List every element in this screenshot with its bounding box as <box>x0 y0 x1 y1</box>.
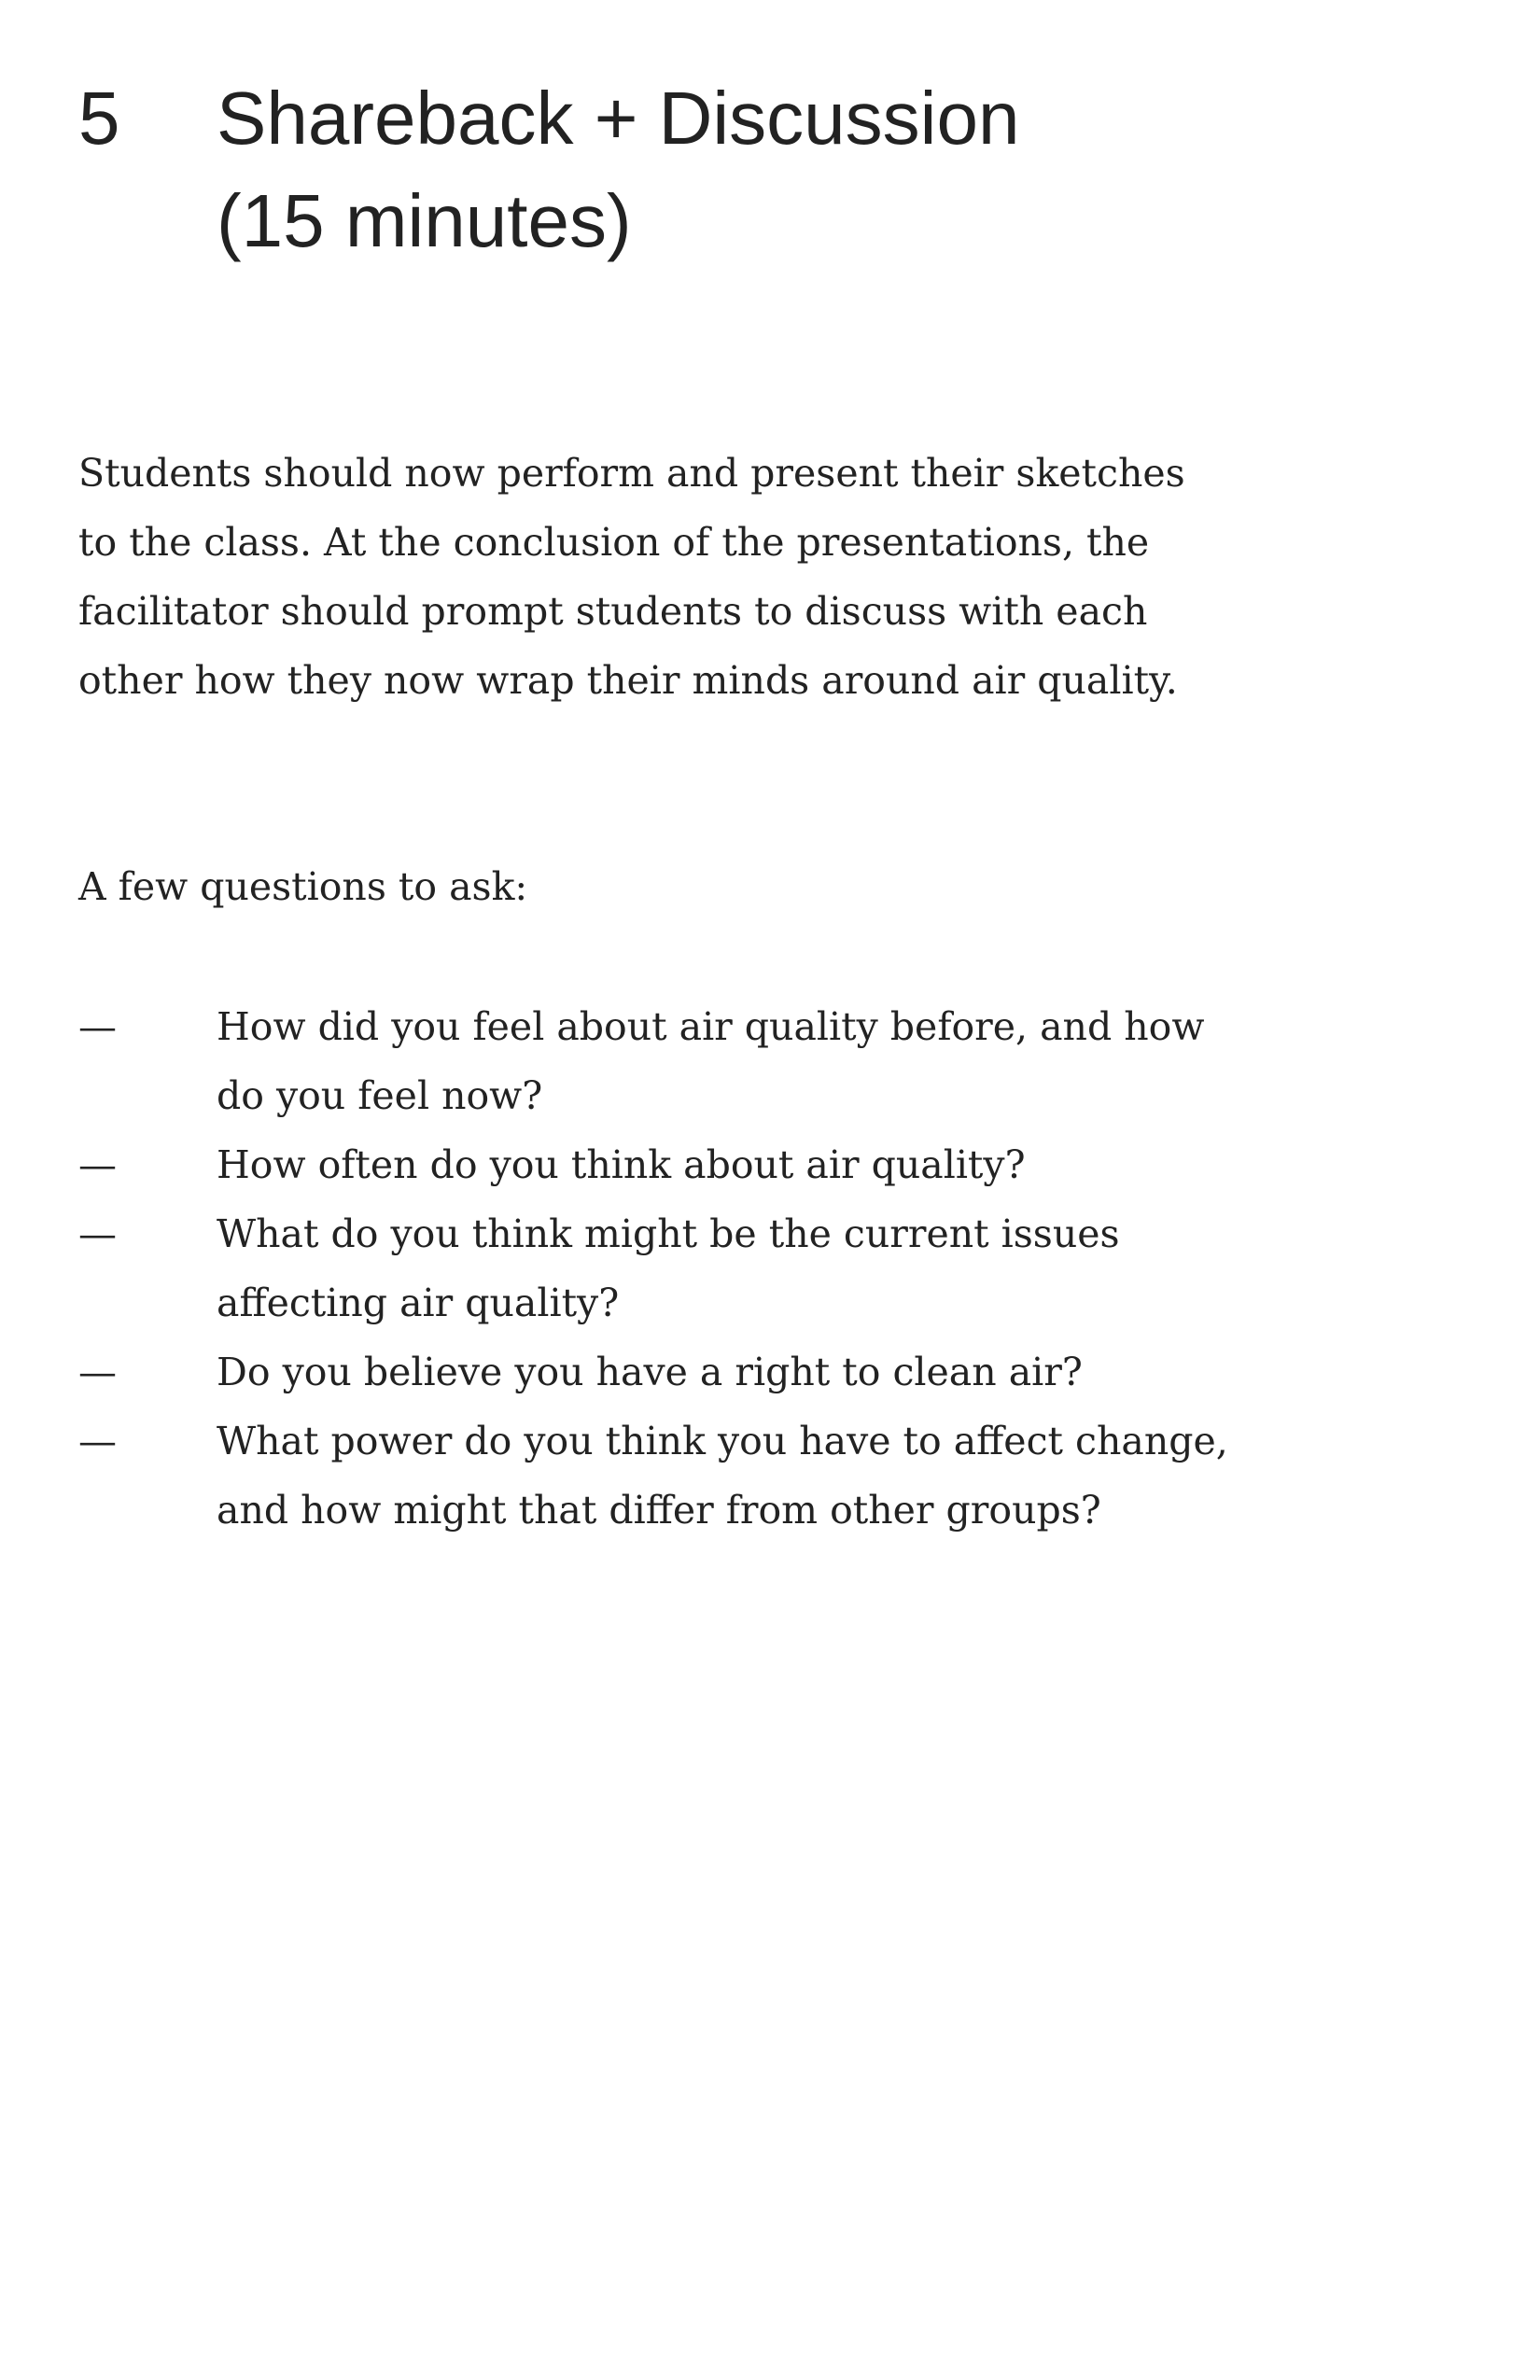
section-number: 5 <box>78 77 120 160</box>
question-line: How did you feel about air quality before, and how <box>217 1004 1205 1049</box>
question-line: affecting air quality? <box>217 1281 620 1325</box>
list-item <box>78 1407 1292 1545</box>
list-item <box>78 1130 1292 1199</box>
intro-line: other how they now wrap their minds around air quality. <box>78 658 1178 703</box>
em-dash-bullet: — <box>78 1004 117 1049</box>
intro-line: facilitator should prompt students to discuss with each <box>78 589 1148 634</box>
question-line: and how might that differ from other groups? <box>217 1488 1101 1533</box>
question-line: How often do you think about air quality? <box>217 1142 1026 1187</box>
question-line: What power do you think you have to affect change, <box>217 1419 1228 1463</box>
em-dash-bullet: — <box>78 1142 117 1187</box>
question-line: do you feel now? <box>217 1073 543 1118</box>
list-item <box>78 992 1292 1130</box>
intro-line: Students should now perform and present their sketches <box>78 451 1185 496</box>
questions-lead: A few questions to ask: <box>78 864 528 909</box>
list-item <box>78 1337 1292 1407</box>
question-text <box>217 1407 1292 1545</box>
list-item <box>78 1199 1292 1337</box>
question-text <box>217 1130 1292 1199</box>
section-title-duration: (15 minutes) <box>217 179 632 262</box>
em-dash-bullet: — <box>78 1211 117 1256</box>
em-dash-bullet: — <box>78 1350 117 1394</box>
em-dash-bullet: — <box>78 1419 117 1463</box>
section-title <box>217 67 1337 273</box>
question-text <box>217 1337 1292 1407</box>
intro-line: to the class. At the conclusion of the presentations, the <box>78 520 1150 565</box>
intro-paragraph <box>78 439 1198 715</box>
question-list <box>78 992 1292 1545</box>
section-title-line: Shareback + Discussion <box>217 77 1020 160</box>
question-line: What do you think might be the current issues <box>217 1211 1120 1256</box>
question-line: Do you believe you have a right to clean air? <box>217 1350 1083 1394</box>
question-text <box>217 992 1292 1130</box>
question-text <box>217 1199 1292 1337</box>
